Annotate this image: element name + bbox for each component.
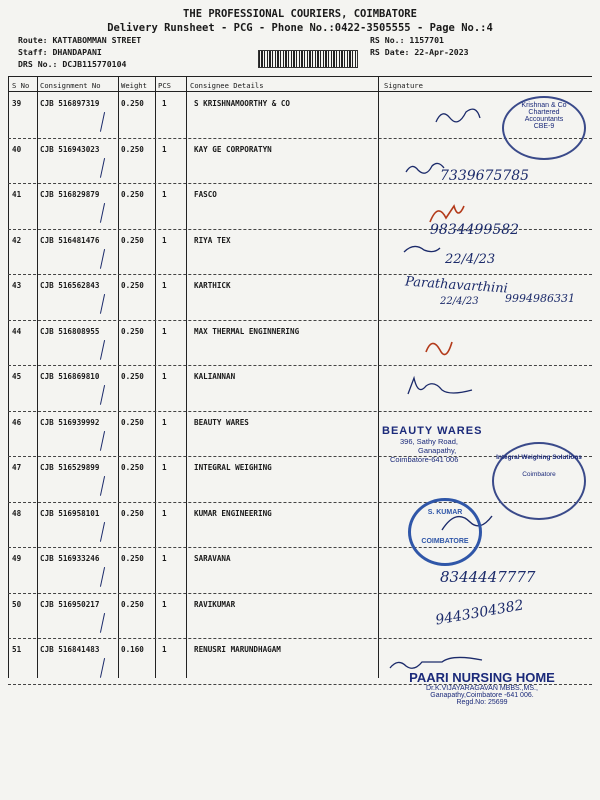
signature-scribble [426, 342, 452, 355]
row-pcs: 1 [162, 326, 167, 336]
row-weight: 0.250 [121, 190, 144, 199]
checkmark [100, 112, 106, 132]
col-signature: Signature [384, 81, 423, 90]
row-consignment: CJB 516950217 [40, 599, 100, 609]
row-pcs: 1 [162, 99, 167, 108]
row-pcs: 1 [162, 463, 167, 472]
col-consignee: Consignee Details [190, 81, 264, 90]
signature-scribble [436, 109, 480, 122]
row-consignee: RAVIKUMAR [194, 599, 236, 609]
row-sno: 40 [12, 144, 22, 154]
row-pcs: 1 [162, 372, 167, 381]
col-consignment: Consignment No [40, 81, 101, 90]
signature-scribble [408, 378, 472, 394]
row-consignment: CJB 516933246 [40, 554, 100, 563]
row-weight: 0.250 [121, 99, 144, 108]
row-sno: 45 [12, 372, 22, 381]
stamp-doctor: Dr.K.VIJAYARAGAVAN MBBS.,MS., [426, 685, 538, 692]
checkmark [100, 203, 106, 223]
row-consignment: CJB 516958101 [40, 508, 100, 518]
row-consignment: CJB 516943023 [40, 144, 100, 154]
signature-scribble [404, 246, 440, 252]
row-pcs: 1 [162, 190, 167, 199]
row-sno: 41 [12, 190, 22, 199]
col-divider-consignee [378, 76, 379, 678]
row-weight: 0.250 [121, 554, 144, 563]
row-sno: 46 [12, 417, 22, 427]
stamp-line: Accountants [524, 116, 564, 123]
checkmark [100, 249, 106, 269]
col-divider-weight [155, 76, 156, 678]
row-pcs: 1 [162, 508, 167, 518]
col-pcs: PCS [158, 81, 171, 90]
table-left-border [8, 76, 9, 678]
stamp-name: BEAUTY WARES [382, 425, 483, 437]
stamp-name: Integral Weighing Solutions [496, 454, 582, 461]
row-consignee: RIYA TEX [194, 235, 231, 245]
stamp-address: Coimbatore-641 006 [390, 455, 459, 464]
stamp-address: Ganapathy,Coimbatore -641 006. [430, 692, 534, 699]
row-pcs: 1 [162, 417, 167, 427]
row-sno: 51 [12, 645, 22, 654]
row-weight: 0.250 [121, 372, 144, 381]
signature-scribble [390, 657, 482, 668]
stamp-name: S. KUMAR [427, 509, 463, 516]
col-sno: S No [12, 81, 30, 90]
checkmark [100, 522, 106, 542]
row-pcs: 1 [162, 144, 167, 154]
rs-number: RS No.: 1157701 [370, 35, 444, 45]
checkmark [100, 385, 106, 405]
signature-scribble [406, 163, 444, 173]
row-sno: 49 [12, 554, 22, 563]
row-consignment: CJB 516808955 [40, 326, 100, 336]
handwritten-phone: 9443304382 [434, 597, 525, 629]
row-consignee: KAY GE CORPORATYN [194, 144, 272, 154]
row-sno: 43 [12, 281, 22, 290]
integral-weighing-stamp [492, 442, 586, 520]
checkmark [100, 340, 106, 360]
row-consignee: RENUSRI MARUNDHAGAM [194, 645, 281, 654]
stamp-name: PAARI NURSING HOME [409, 670, 555, 685]
stamp-city: Coimbatore [522, 471, 556, 478]
stamp-line: Krishnan & Co [521, 102, 567, 109]
row-consignee: BEAUTY WARES [194, 417, 249, 427]
krishnan-stamp [502, 96, 586, 160]
kumar-stamp [408, 498, 482, 566]
row-consignee: KALIANNAN [194, 372, 236, 381]
checkmark [100, 158, 106, 178]
barcode [258, 50, 358, 68]
handwritten-date: 22/4/23 [440, 296, 479, 307]
row-sno: 39 [12, 99, 22, 108]
handwritten-phone: 7339675785 [440, 168, 530, 184]
stamp-address: Ganapathy, [418, 446, 457, 455]
row-pcs: 1 [162, 281, 167, 290]
row-pcs: 1 [162, 645, 167, 654]
handwritten-name: Parathavarthini [404, 274, 509, 297]
row-weight: 0.250 [121, 417, 144, 427]
row-pcs: 1 [162, 235, 167, 245]
nursing-home-stamp [392, 670, 572, 706]
row-consignment: CJB 516529899 [40, 463, 100, 472]
stamp-line: Chartered [528, 109, 560, 116]
row-sno: 50 [12, 599, 22, 609]
table-top-border [8, 76, 592, 77]
row-pcs: 1 [162, 554, 167, 563]
row-consignment: CJB 516869810 [40, 372, 100, 381]
checkmark [100, 658, 106, 678]
row-sno: 48 [12, 508, 22, 518]
handwritten-phone: 9834499582 [430, 222, 520, 238]
col-divider-pcs [186, 76, 187, 678]
signature-scribble [430, 206, 464, 222]
row-consignment: CJB 516829879 [40, 190, 100, 199]
stamp-city: COIMBATORE [421, 538, 469, 545]
row-consignee: INTEGRAL WEIGHING [194, 463, 272, 472]
beauty-wares-stamp [382, 425, 512, 464]
row-weight: 0.160 [121, 645, 144, 654]
row-sno: 44 [12, 326, 22, 336]
checkmark [100, 431, 106, 451]
route-label: Route: KATTABOMMAN STREET [18, 35, 142, 45]
row-weight: 0.250 [121, 235, 144, 245]
row-consignment: CJB 516939992 [40, 417, 100, 427]
row-weight: 0.250 [121, 508, 144, 518]
rs-date: RS Date: 22-Apr-2023 [370, 47, 469, 57]
row-consignee: MAX THERMAL ENGINNERING [194, 326, 300, 336]
row-weight: 0.250 [121, 281, 144, 290]
col-divider-sno [37, 76, 38, 678]
row-weight: 0.250 [121, 326, 144, 336]
drs-number: DRS No.: DCJB115770104 [18, 59, 127, 69]
row-consignment: CJB 516841483 [40, 645, 100, 654]
stamp-line: CBE-9 [533, 123, 555, 130]
row-consignee: SARAVANA [194, 554, 231, 563]
row-consignee: S KRISHNAMOORTHY & CO [194, 99, 291, 108]
checkmark [100, 294, 106, 314]
row-weight: 0.250 [121, 599, 144, 609]
col-weight: Weight [121, 81, 147, 90]
runsheet-subtitle: Delivery Runsheet - PCG - Phone No.:0422-3505555 - Page No.:4 [107, 22, 493, 34]
company-title: THE PROFESSIONAL COURIERS, COIMBATORE [183, 8, 417, 20]
signature-scribbles [380, 92, 590, 682]
stamp-reg: Regd.No: 25699 [456, 699, 508, 706]
row-consignment: CJB 516562843 [40, 281, 100, 290]
staff-label: Staff: DHANDAPANI [18, 47, 102, 57]
checkmark [100, 476, 106, 496]
row-weight: 0.250 [121, 463, 144, 472]
handwritten-phone: 9994986331 [505, 292, 575, 305]
col-divider-consignment [118, 76, 119, 678]
row-consignment: CJB 516897319 [40, 99, 100, 108]
row-weight: 0.250 [121, 144, 144, 154]
row-consignment: CJB 516481476 [40, 235, 100, 245]
row-consignee: FASCO [194, 190, 217, 199]
handwritten-phone: 8344447777 [440, 568, 536, 586]
row-sno: 42 [12, 235, 22, 245]
checkmark [100, 613, 106, 633]
handwritten-date: 22/4/23 [445, 252, 496, 267]
row-pcs: 1 [162, 599, 167, 609]
row-consignee: KARTHICK [194, 281, 231, 290]
checkmark [100, 567, 106, 587]
row-consignee: KUMAR ENGINEERING [194, 508, 272, 518]
stamp-address: 396, Sathy Road, [400, 437, 458, 446]
row-sno: 47 [12, 463, 22, 472]
